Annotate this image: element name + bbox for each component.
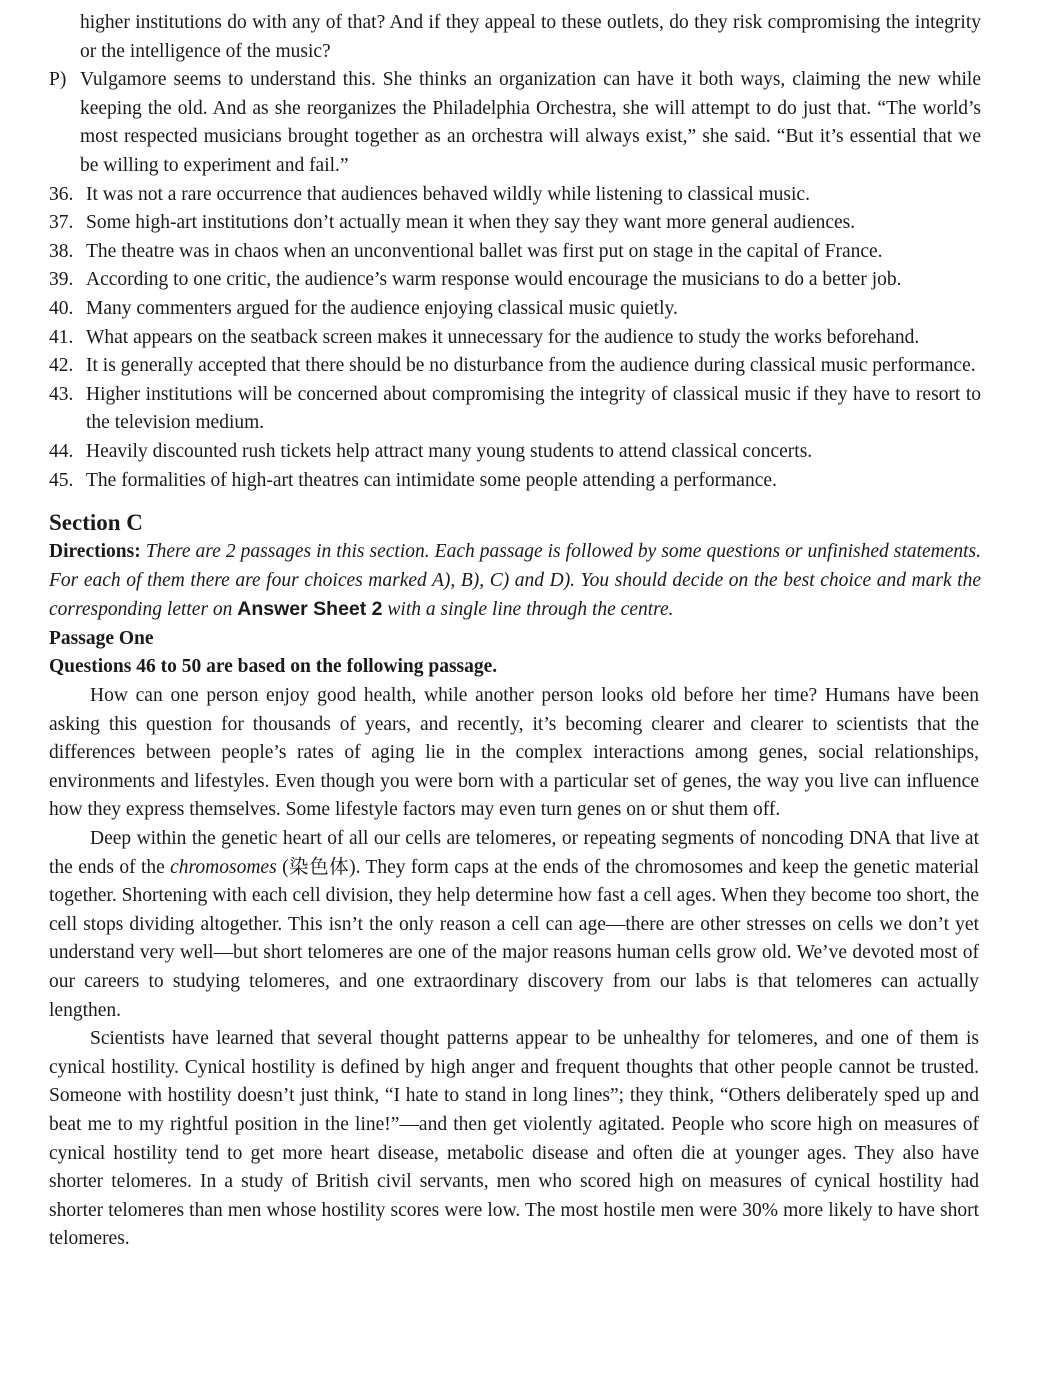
- statement-text: Some high-art institutions don’t actually mean it when they say they want more general audiences.: [86, 212, 856, 234]
- statement-item: [49, 295, 981, 324]
- statement-number: 40.: [49, 297, 74, 319]
- answer-sheet-label: Answer Sheet 2: [237, 598, 383, 621]
- statement-number: 39.: [49, 269, 74, 291]
- statement-text: According to one critic, the audience’s warm response would encourage the musicians to do a better job.: [86, 269, 902, 291]
- questions-range: Questions 46 to 50 are based on the following passage.: [49, 656, 498, 678]
- statement-number: 36.: [49, 183, 74, 205]
- paragraph-text: Vulgamore seems to understand this. She thinks an organization can have it both ways, claiming the new while keeping the old. And as she reorganizes the Philadelphia Orchestra, she will attempt to do just that. “The world’s most respected musicians brought together as an orchestra will always exist,” she said. “But it’s essential that we be willing to experiment and fail.”: [80, 69, 981, 176]
- statement-item: [49, 438, 981, 467]
- passage-paragraph-3: Scientists have learned that several thought patterns appear to be unhealthy for telomeres, and one of them is cynical hostility. Cynical hostility is defined by high anger and frequent thoughts that other people cannot be trusted. Someone with hostility doesn’t just think, “I hate to stand in long lines”; they think, “Others deliberately sped up and beat me to my rightful position in the line!”—and then get violently agitated. People who score high on measures of cynical hostility tend to get more heart disease, metabolic disease and often die at younger ages. They also have shorter telomeres. In a study of British civil servants, men who scored high on measures of cynical hostility had shorter telomeres than men whose hostility scores were low. The most hostile men were 30% more likely to have short telomeres.: [49, 1028, 979, 1250]
- statement-item: [49, 352, 981, 381]
- directions-text-end: with a single line through the centre.: [382, 599, 674, 621]
- statement-item: [49, 209, 981, 238]
- statement-number: 37.: [49, 212, 74, 234]
- statement-text: It is generally accepted that there should be no disturbance from the audience during classical music performance.: [86, 355, 976, 377]
- statement-text: Many commenters argued for the audience enjoying classical music quietly.: [86, 297, 678, 319]
- statement-text: It was not a rare occurrence that audiences behaved wildly while listening to classical music.: [86, 183, 810, 205]
- statement-item: [49, 324, 981, 353]
- statement-item: [49, 238, 981, 267]
- statement-number: 38.: [49, 240, 74, 262]
- statement-item: [49, 467, 981, 496]
- passage-title: Passage One: [49, 627, 154, 649]
- passage-paragraph-1: How can one person enjoy good health, while another person looks old before her time? Humans have been asking this question for thousands of years, and recently, it’s becoming clearer and clearer to scientists that the differences between people’s rates of aging lie in the complex interactions among genes, social relationships, environments and lifestyles. Even though you were born with a particular set of genes, the way you live can influence how they express themselves. Some lifestyle factors may even turn genes on or shut them off.: [49, 685, 979, 821]
- statement-item: [49, 181, 981, 210]
- paragraph-2-rest: They form caps at the ends of the chromosomes and keep the genetic material together. Shortening with each cell division, they help determine how fast a cell ages. When they become too short, the cell stops dividing altogether. This isn’t the only reason a cell can age—there are other stresses on cells we don’t yet understand very well—but short telomeres are one of the major reasons human cells grow old. We’ve devoted most of our careers to studying telomeres, and one extraordinary discovery from our labs is that telomeres can actually lengthen.: [49, 856, 979, 1021]
- statement-text: The theatre was in chaos when an unconventional ballet was first put on stage in the capital of France.: [86, 240, 883, 262]
- continued-paragraph: higher institutions do with any of that? And if they appeal to these outlets, do they risk compromising the integrity or the intelligence of the music?: [80, 12, 981, 62]
- statement-number: 45.: [49, 469, 74, 491]
- statement-number: 42.: [49, 355, 74, 377]
- statement-text: What appears on the seatback screen makes it unnecessary for the audience to study the works beforehand.: [86, 326, 920, 348]
- glossed-term: chromosomes: [170, 856, 277, 878]
- directions-label: Directions:: [49, 541, 141, 563]
- paragraph-label: P): [49, 69, 67, 91]
- statement-text: The formalities of high-art theatres can intimidate some people attending a performance.: [86, 469, 777, 491]
- passage-paragraph-2: [49, 825, 981, 1025]
- statement-number: 41.: [49, 326, 74, 348]
- statement-item: [49, 266, 981, 295]
- section-heading: Section C: [49, 510, 143, 536]
- paragraph-p: [49, 66, 981, 180]
- directions-text: There are 2 passages in this section. Each passage is followed by some questions or unfinished statements. For each of them there are four choices marked A), B), C) and D). You should decide on the best choice and mark the corresponding letter on: [49, 541, 982, 621]
- statement-text: Higher institutions will be concerned about compromising the integrity of classical music if they have to resort to the television medium.: [86, 383, 981, 434]
- statement-item: [49, 381, 981, 438]
- statement-list: [49, 181, 981, 496]
- directions: [49, 538, 981, 625]
- paragraph-2-start: Deep within the genetic heart of all our cells are telomeres, or repeating segments of noncoding DNA that live at the ends of the: [49, 828, 979, 878]
- term-gloss: (染色体).: [276, 856, 366, 878]
- statement-number: 43.: [49, 383, 74, 405]
- statement-text: Heavily discounted rush tickets help attract many young students to attend classical concerts.: [86, 440, 813, 462]
- statement-number: 44.: [49, 440, 74, 462]
